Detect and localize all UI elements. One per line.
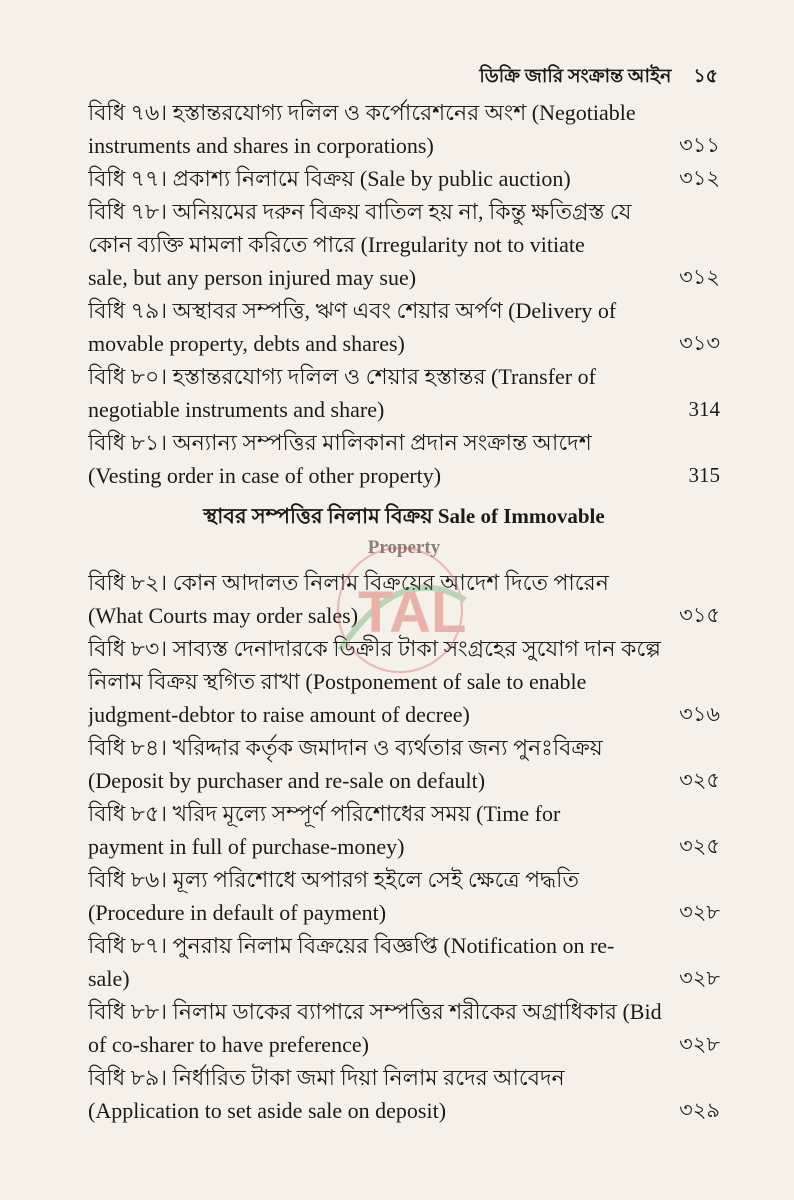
toc-entry-line: of co-sharer to have preference) [88,1032,369,1057]
header-title: ডিক্রি জারি সংক্রান্ত আইন [479,66,672,87]
toc-entry-line: (Application to set aside sale on deposit) [88,1098,447,1123]
toc-entry-line: বিধি ৭৬। হস্তান্তরযোগ্য দলিল ও কর্পোরেশনের অংশ (Negotiable [88,100,636,125]
toc-entry [88,195,720,294]
toc-entry-line: বিধি ৮৯। নির্ধারিত টাকা জমা দিয়া নিলাম রদের আবেদন [88,1065,565,1090]
toc-group-b [88,566,720,1127]
toc-entry-line: negotiable instruments and share) [88,397,385,422]
toc-entry-line: sale, but any person injured may sue) [88,265,417,290]
toc-entry-line: বিধি ৮৪। খরিদ্দার কর্তৃক জমাদান ও ব্যর্থতার জন্য পুনঃবিক্রয় [88,735,603,760]
toc-entry [88,995,720,1061]
toc-entry-page-number: ৩১৫ [679,603,720,627]
toc-entry-page-number: ৩২৮ [679,1032,720,1056]
toc-entry-line: বিধি ৭৭। প্রকাশ্য নিলামে বিক্রয় (Sale by public auction) [88,166,571,191]
toc-entry-line: বিধি ৮০। হস্তান্তরযোগ্য দলিল ও শেয়ার হস্তান্তর (Transfer of [88,364,596,389]
toc-entry [88,426,720,492]
toc-entry-line: নিলাম বিক্রয় স্থগিত রাখা (Postponement of sale to enable [88,669,587,694]
toc-entry-line: বিধি ৮২। কোন আদালত নিলাম বিক্রয়ের আদেশ দিতে পারেন [88,570,609,595]
toc-entry-page-number: ৩১১ [679,133,720,157]
toc-entry-line: বিধি ৭৯। অস্থাবর সম্পত্তি, ঋণ এবং শেয়ার অর্পণ (Delivery of [88,298,617,323]
toc-entry [88,162,720,195]
table-of-contents [88,96,720,1127]
toc-entry-line: বিধি ৮১। অন্যান্য সম্পত্তির মালিকানা প্রদান সংক্রান্ত আদেশ [88,430,592,455]
toc-entry-line: বিধি ৭৮। অনিয়মের দরুন বিক্রয় বাতিল হয় না, কিন্তু ক্ষতিগ্রস্ত যে [88,199,632,224]
toc-entry [88,294,720,360]
toc-entry-line: movable property, debts and shares) [88,331,405,356]
toc-entry-page-number: ৩১২ [679,166,720,190]
toc-entry-line: কোন ব্যক্তি মামলা করিতে পারে (Irregularity not to vitiate [88,232,585,257]
toc-entry-line: বিধি ৮৮। নিলাম ডাকের ব্যাপারে সম্পত্তির শরীকের অগ্রাধিকার (Bid [88,999,662,1024]
toc-entry-page-number: ৩২৯ [679,1098,720,1122]
toc-entry [88,566,720,632]
toc-entry [88,96,720,162]
toc-entry-line: বিধি ৮৬। মূল্য পরিশোধে অপারগ হইলে সেই ক্ষেত্রে পদ্ধতি [88,867,579,892]
toc-entry-page-number: ৩১২ [679,265,720,289]
toc-entry-page-number: 314 [688,397,720,421]
toc-entry-line: বিধি ৮৫। খরিদ মূল্যে সম্পূর্ণ পরিশোধের সময় (Time for [88,801,561,826]
toc-entry [88,1061,720,1127]
toc-entry-line: (Deposit by purchaser and re-sale on default) [88,768,486,793]
toc-entry-line: payment in full of purchase-money) [88,834,405,859]
toc-entry-line: বিধি ৮৭। পুনরায় নিলাম বিক্রয়ের বিজ্ঞপ্তি (Notification on re- [88,933,615,958]
toc-entry-line: (What Courts may order sales) [88,603,359,628]
toc-entry-page-number: ৩১৩ [679,331,720,355]
toc-entry-page-number: ৩২৮ [679,900,720,924]
toc-entry-line: (Procedure in default of payment) [88,900,387,925]
toc-entry-line: বিধি ৮৩। সাব্যস্ত দেনাদারকে ডিক্রীর টাকা সংগ্রহের সুযোগ দান কল্পে [88,636,661,661]
toc-entry-line: judgment-debtor to raise amount of decree) [88,702,470,727]
running-header [0,62,718,94]
header-page-number: ১৫ [693,66,718,87]
toc-entry-line: (Vesting order in case of other property) [88,463,442,488]
toc-entry-page-number: ৩২৫ [679,768,720,792]
toc-entry [88,632,720,731]
toc-entry-line: instruments and shares in corporations) [88,133,434,158]
toc-entry [88,863,720,929]
toc-entry-line: sale) [88,966,130,991]
toc-entry-page-number: ৩২৮ [679,966,720,990]
toc-entry-page-number: ৩১৬ [679,702,720,726]
toc-entry [88,731,720,797]
toc-entry-page-number: ৩২৫ [679,834,720,858]
section-heading-continued: Property [367,537,441,558]
watermark-text: TAL [358,580,467,645]
toc-entry [88,929,720,995]
toc-entry [88,797,720,863]
section-heading: স্থাবর সম্পত্তির নিলাম বিক্রয় Sale of Immovable [203,504,605,528]
toc-entry [88,360,720,426]
toc-entry-page-number: 315 [688,463,720,487]
toc-group-a [88,96,720,492]
